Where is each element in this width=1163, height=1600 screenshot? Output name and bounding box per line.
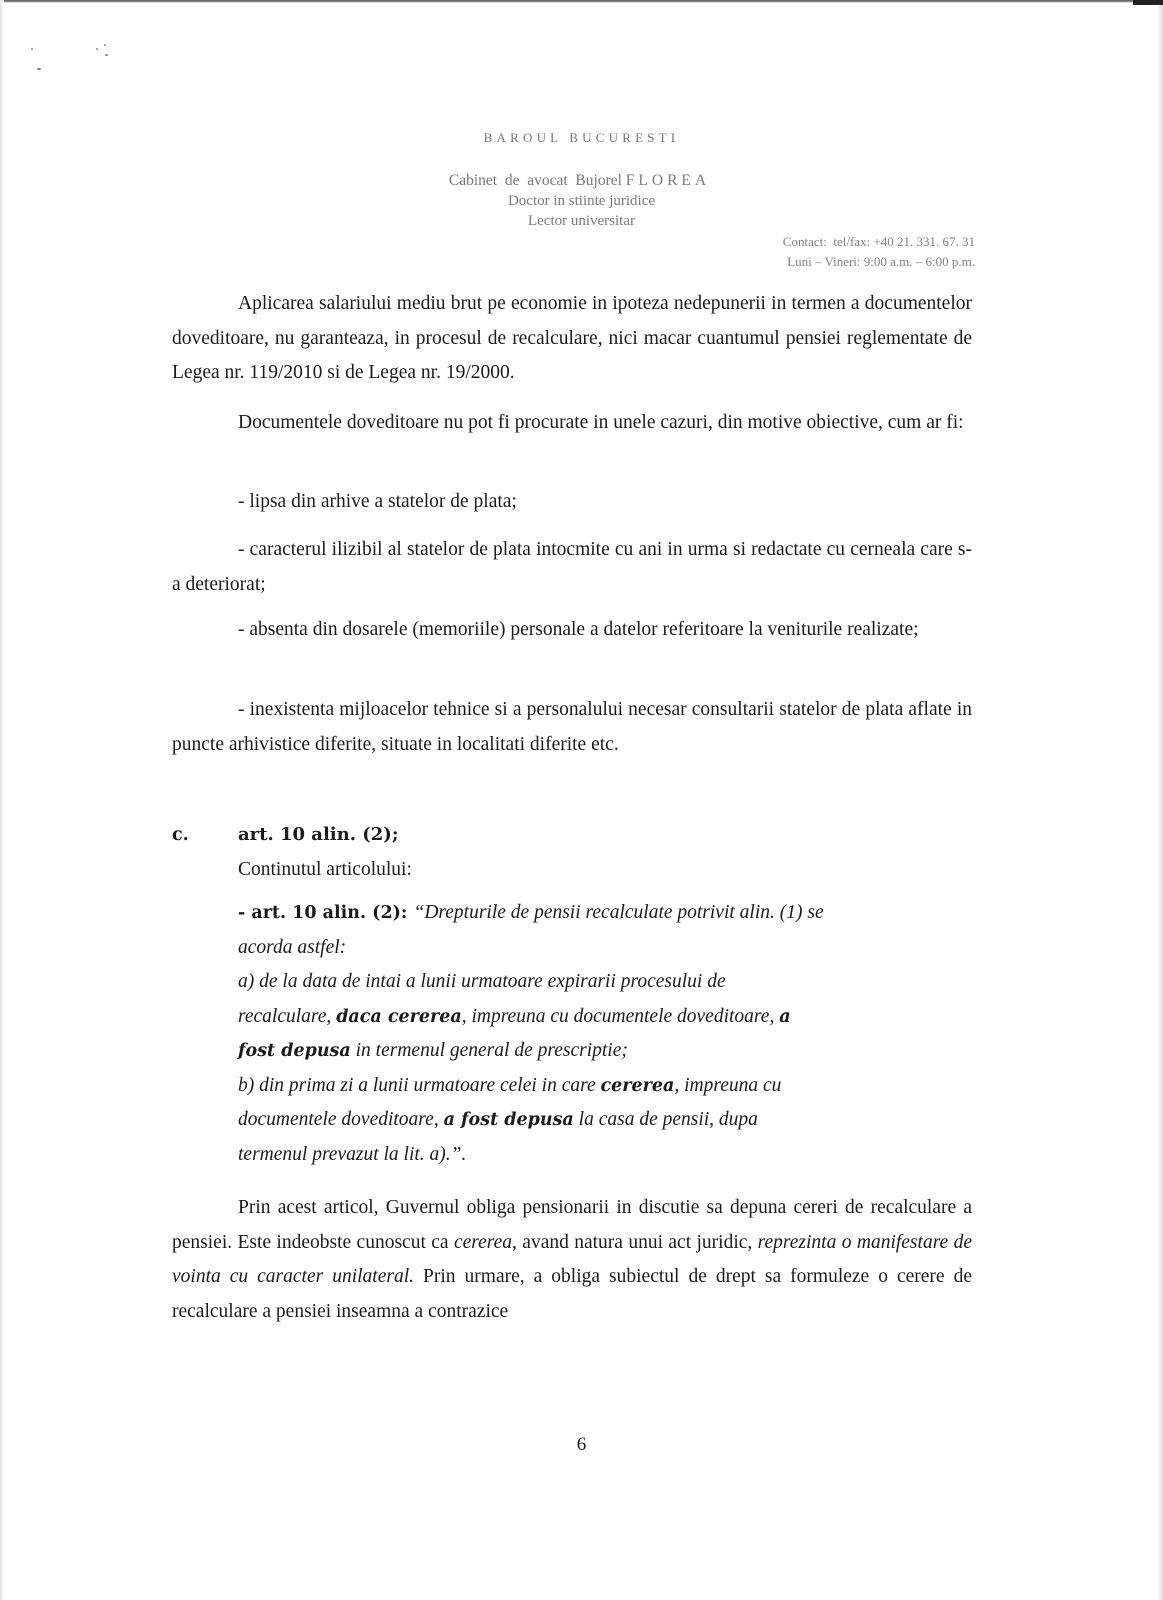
bar-association-name: BAROUL BUCURESTI	[483, 130, 680, 145]
scan-speck	[37, 68, 41, 70]
quote-line: termenul prevazut la lit. a).”.	[238, 1143, 467, 1165]
scan-speck	[104, 44, 106, 46]
scan-speck	[31, 48, 33, 50]
scan-edge-top	[0, 0, 1163, 3]
article-quote	[238, 896, 878, 1172]
scan-edge-left	[0, 0, 4, 1600]
page-number: 6	[576, 1434, 587, 1455]
section-letter: c.	[172, 825, 189, 845]
contact-phone: Contact: tel/fax: +40 21. 331. 67. 31	[782, 234, 975, 249]
quote-line: - art. 10 alin. (2): “Drepturile de pensii recalculate potrivit alin. (1) se	[238, 902, 824, 923]
paragraph-documents-unavailable: Documentele doveditoare nu pot fi procurate in unele cazuri, din motive obiective, cum ar fi:	[238, 412, 964, 433]
scan-speck	[105, 54, 108, 56]
scan-speck	[96, 48, 98, 50]
list-item: - absenta din dosarele (memoriile) personale a datelor referitoare la veniturile realizate;	[238, 619, 919, 640]
paragraph-salary-average: Aplicarea salariului mediu brut pe economie in ipoteza nedepunerii in termen a documentelor doveditoare, nu garanteaza, in procesul de recalculare, nici macar cuantumul pensiei reglementate de Legea nr. 119/2010 si de Legea nr. 19/2000.	[172, 293, 972, 383]
quote-line: documentele doveditoare, a fost depusa la casa de pensii, dupa	[238, 1109, 758, 1130]
quote-line: acorda astfel:	[238, 936, 347, 958]
list-item: - inexistenta mijloacelor tehnice si a personalului necesar consultarii statelor de plata aflate in puncte arhivistice diferite, situate in localitati diferite etc.	[172, 699, 972, 755]
quote-line: recalculare, daca cererea, impreuna cu documentele doveditoare, a	[238, 1005, 791, 1027]
emphasis: a fost depusa	[443, 1110, 574, 1130]
law-office-prefix: Cabinet de avocat Bujorel	[448, 172, 626, 189]
quote-line: a) de la data de intai a lunii urmatoare expirarii procesului de	[238, 971, 726, 992]
scan-edge-right	[1157, 0, 1163, 1600]
office-hours: Luni – Vineri: 9:00 a.m. – 6:00 p.m.	[787, 254, 975, 269]
article-content-label: Continutul articolului:	[238, 859, 412, 880]
lawyer-title-doctor: Doctor in stiinte juridice	[507, 193, 656, 209]
emphasis: daca cererea	[336, 1006, 462, 1027]
emphasis: cererea	[600, 1075, 675, 1096]
quote-line: fost depusa in termenul general de prescriptie;	[238, 1040, 628, 1061]
emphasis: a	[779, 1006, 791, 1027]
lawyer-title-lecturer: Lector universitar	[527, 213, 636, 229]
lawyer-surname: FLOREA	[625, 172, 711, 189]
section-title: art. 10 alin. (2);	[238, 824, 399, 845]
scan-edge-corner	[1133, 0, 1163, 5]
emphasis: fost depusa	[238, 1041, 351, 1061]
list-item: - caracterul ilizibil al statelor de plata intocmite cu ani in urma si redactate cu cerneala care s-a deteriorat;	[172, 539, 972, 595]
quote-line: b) din prima zi a lunii urmatoare celei in care cererea, impreuna cu	[238, 1074, 782, 1096]
quote-lead: - art. 10 alin. (2):	[238, 903, 414, 923]
law-office-name	[0, 172, 1161, 190]
paragraph-government-obligation: Prin acest articol, Guvernul obliga pensionarii in discutie sa depuna cereri de recalculare a pensiei. Este indeobste cunoscut ca cererea, avand natura unui act juridic, reprezinta o manifestare de vointa cu caracter unilateral. Prin urmare, a obliga subiectul de drept sa formuleze o cerere de recalculare a pensiei inseamna a contrazice	[172, 1197, 972, 1322]
list-item: - lipsa din arhive a statelor de plata;	[238, 491, 517, 512]
section-heading	[172, 818, 972, 853]
